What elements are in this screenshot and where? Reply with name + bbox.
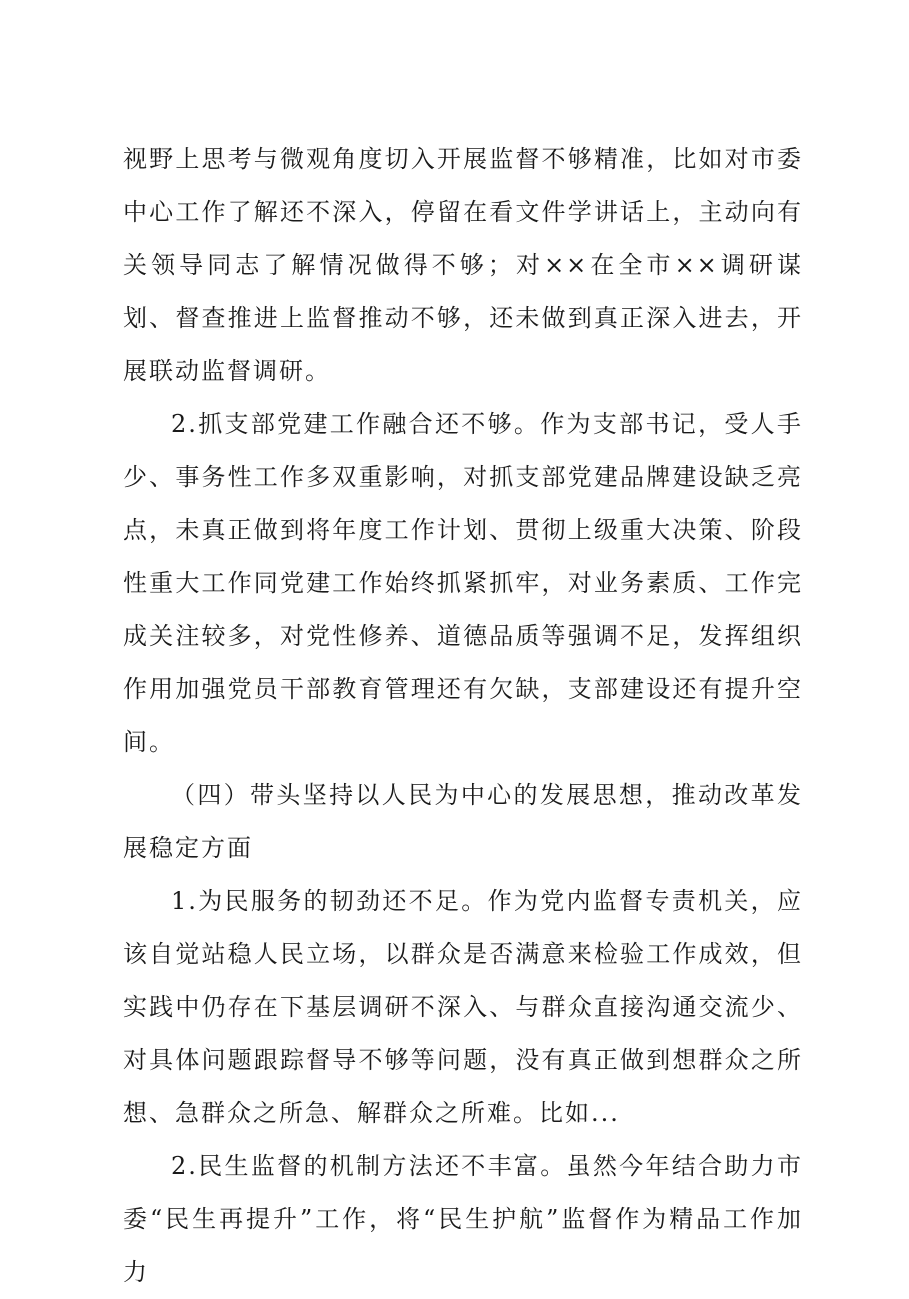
document-body	[123, 133, 803, 1299]
paragraph-livelihood-supervision: 2.民生监督的机制方法还不丰富。虽然今年结合助力市委“民生再提升”工作，将“民生护航”监督作为精品工作加力	[123, 1152, 803, 1286]
paragraph-party-building: 2.抓支部党建工作融合还不够。作为支部书记，受人手少、事务性工作多双重影响，对抓支部党建品牌建设缺乏亮点，未真正做到将年度工作计划、贯彻上级重大决策、阶段性重大工作同党建工作始终抓紧抓牢，对业务素质、工作完成关注较多，对党性修养、道德品质等强调不足，发挥组织作用加强党员干部教育管理还有欠缺，支部建设还有提升空间。	[123, 410, 803, 756]
section-heading-four: （四）带头坚持以人民为中心的发展思想，推动改革发展稳定方面	[123, 781, 803, 862]
paragraph-service-to-people: 1.为民服务的韧劲还不足。作为党内监督专责机关，应该自觉站稳人民立场，以群众是否满意来检验工作成效，但实践中仍存在下基层调研不深入、与群众直接沟通交流少、对具体问题跟踪督导不够等问题，没有真正做到想群众之所想、急群众之所急、解群众之所难。比如...	[123, 887, 803, 1127]
paragraph-continuation: 视野上思考与微观角度切入开展监督不够精准，比如对市委中心工作了解还不深入，停留在看文件学讲话上，主动向有关领导同志了解情况做得不够；对××在全市××调研谋划、督查推进上监督推动不够，还未做到真正深入进去，开展联动监督调研。	[123, 145, 803, 385]
